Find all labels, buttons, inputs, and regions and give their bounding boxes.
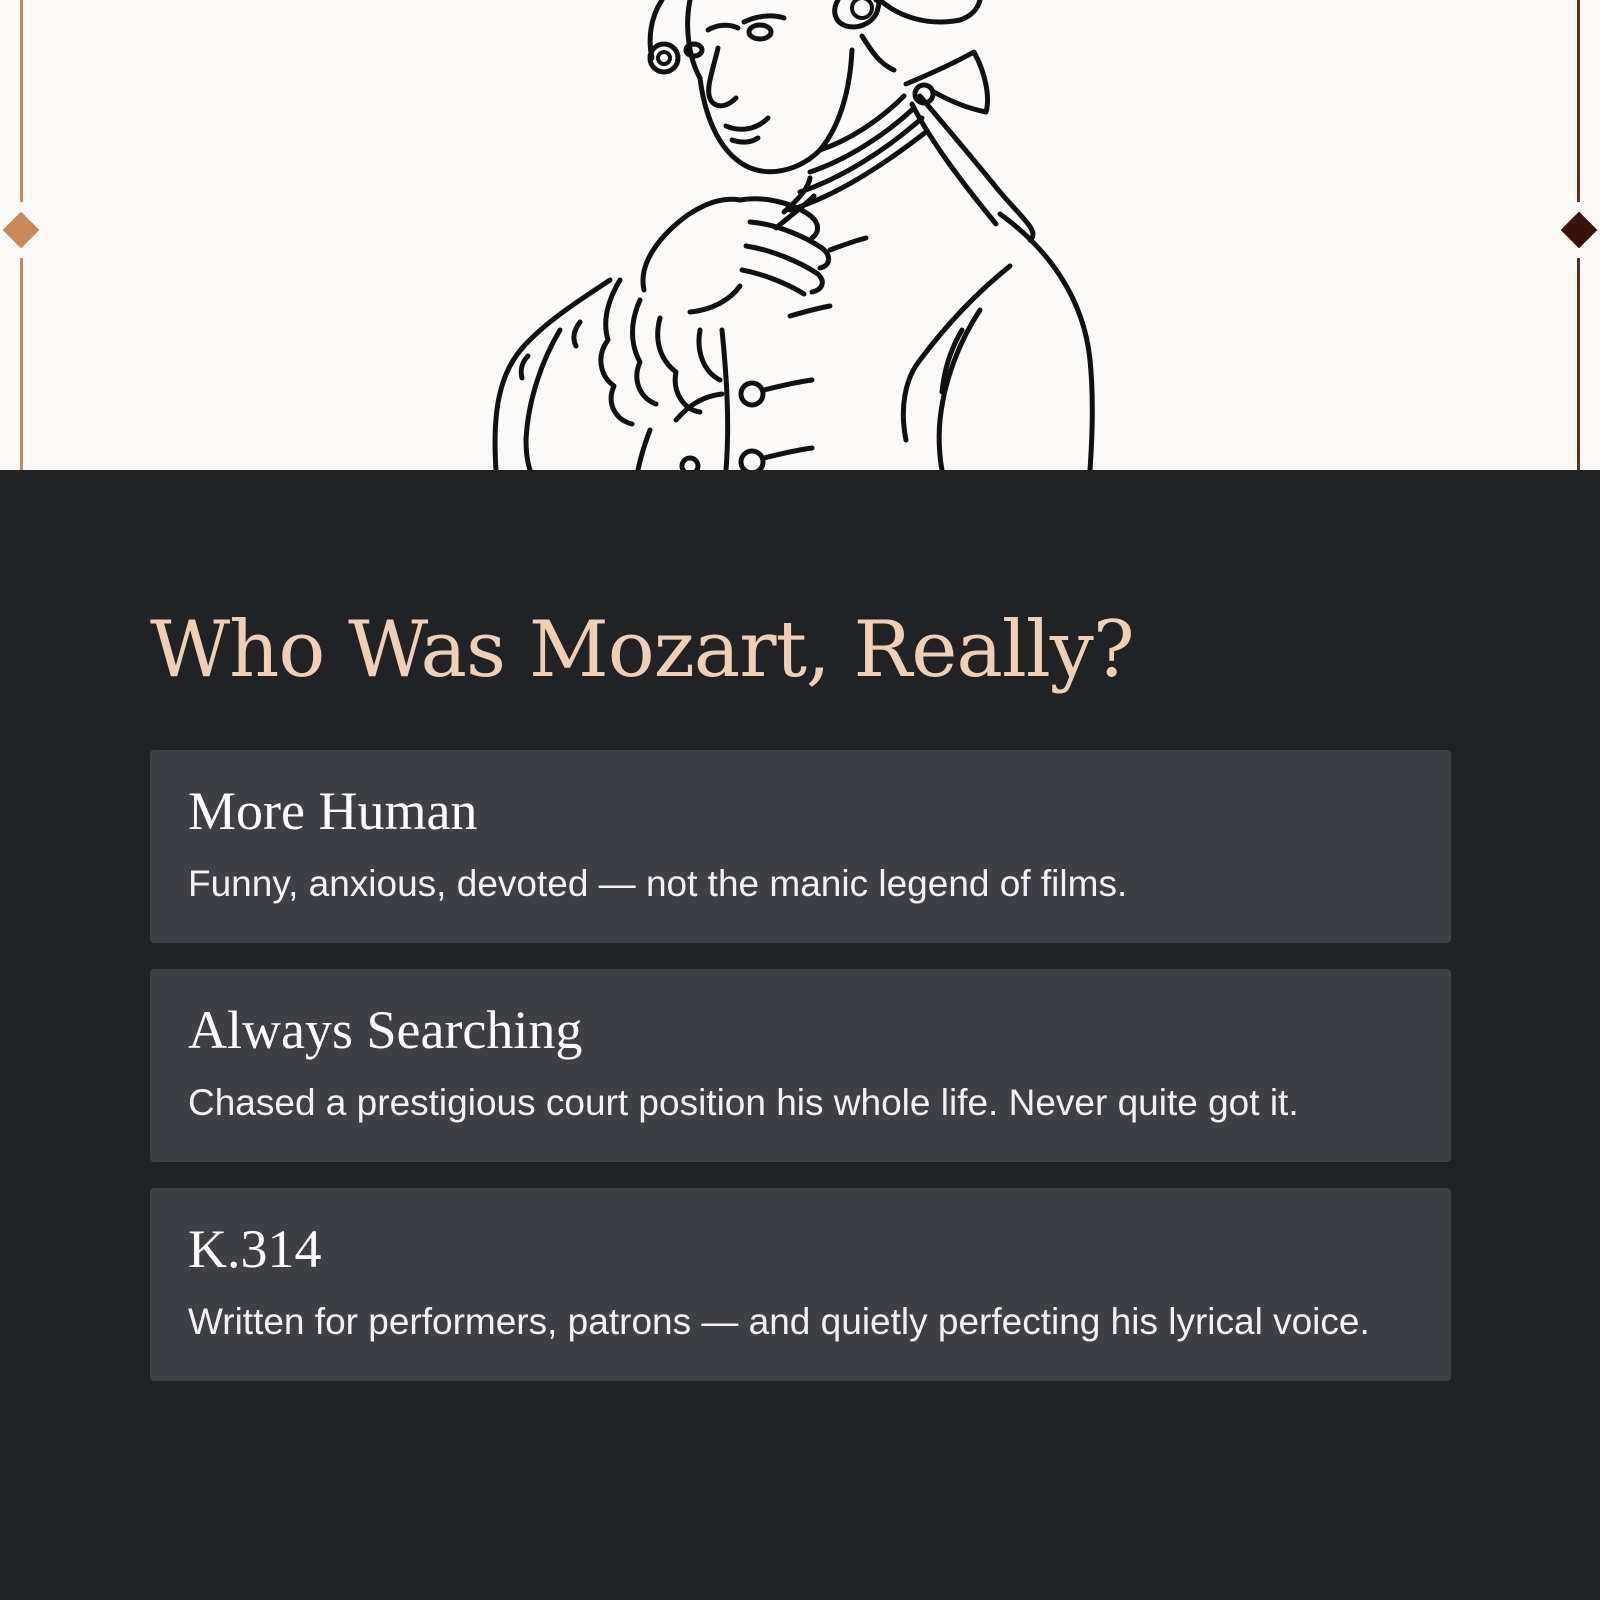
fact-cards	[150, 750, 1451, 1407]
card-title: K.314	[188, 1219, 322, 1279]
hero-illustration	[0, 0, 1600, 470]
mozart-portrait-drawing	[0, 0, 1600, 470]
main-content	[150, 600, 1451, 1342]
fact-card-k314	[150, 1188, 1451, 1381]
fact-card-always-searching	[150, 969, 1451, 1162]
card-text: Written for performers, patrons — and quietly perfecting his lyrical voice.	[188, 1301, 1370, 1342]
fact-card-more-human	[150, 750, 1451, 943]
card-title: Always Searching	[188, 1000, 583, 1060]
card-text: Chased a prestigious court position his whole life. Never quite got it.	[188, 1082, 1299, 1123]
section-title: Who Was Mozart, Really?	[150, 605, 1134, 695]
card-text: Funny, anxious, devoted — not the manic legend of films.	[188, 863, 1128, 904]
card-title: More Human	[188, 781, 478, 841]
